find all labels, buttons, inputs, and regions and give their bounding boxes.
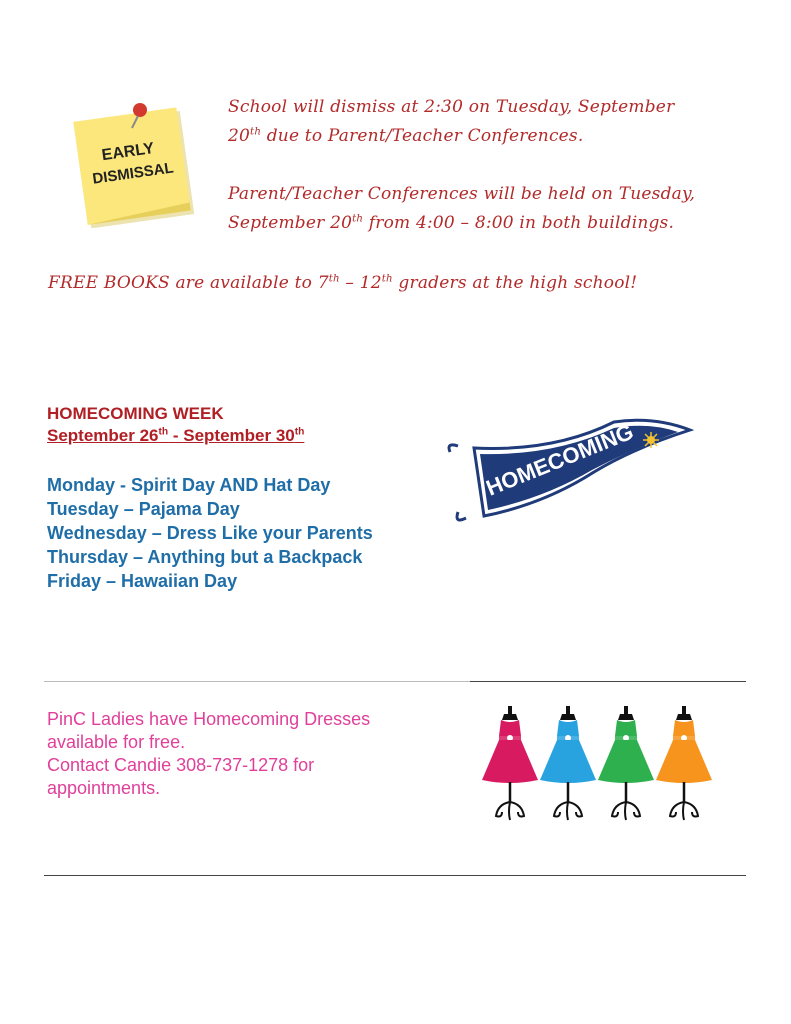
dress-form-icon [598,706,654,820]
ordinal: th [352,213,364,225]
day-item: Tuesday – Pajama Day [47,499,240,519]
dismissal-line [228,122,748,151]
date-start: September 26 [47,426,159,445]
homecoming-section [47,403,447,593]
divider [44,681,470,682]
conference-line: Parent/Teacher Conferences will be held on Tuesday, [228,184,696,204]
sun-icon [643,432,659,448]
divider [470,681,746,682]
pinc-line: Contact Candie 308-737-1278 for [47,755,315,775]
dismissal-line: School will dismiss at 2:30 on Tuesday, September [228,97,675,117]
pennant-text: HOMECOMING [482,418,637,501]
homecoming-title: HOMECOMING WEEK [47,404,224,423]
ordinal: th [158,426,169,438]
dress-form-icon [482,706,538,820]
day-item: Monday - Spirit Day AND Hat Day [47,475,331,495]
early-dismissal-note [68,98,198,228]
dismissal-paragraph-1 [228,93,748,151]
pinc-line: available for free. [47,732,186,752]
free-books-text: FREE BOOKS are available to 7 [48,273,329,293]
day-item: Wednesday – Dress Like your Parents [47,523,373,543]
pennant-icon [444,412,694,532]
sticky-note-icon [68,98,198,228]
note-line1: EARLY [100,139,156,165]
free-books-text: graders at the high school! [392,273,638,293]
ordinal: th [381,273,393,285]
date-number: 20 [228,126,251,146]
homecoming-pennant [444,412,694,532]
conference-line [228,209,768,238]
day-item: Friday – Hawaiian Day [47,571,238,591]
day-item: Thursday – Anything but a Backpack [47,547,363,567]
divider [44,875,746,876]
homecoming-dates [47,425,447,447]
ordinal: th [250,126,262,138]
dress-forms-icon [478,706,718,830]
dismissal-paragraph-2 [228,180,768,238]
dress-form-icon [656,706,712,820]
dresses-illustration [478,706,718,830]
pinc-section [47,708,467,800]
pinc-line: appointments. [47,778,161,798]
dismissal-text: due to Parent/Teacher Conferences. [261,126,584,146]
conference-text: from 4:00 – 8:00 in both buildings. [363,213,675,233]
ordinal: th [328,273,340,285]
pinc-line: PinC Ladies have Homecoming Dresses [47,709,371,729]
free-books-line [48,269,768,298]
note-line2: DISMISSAL [91,159,175,188]
free-books-text: – 12 [339,273,382,293]
ordinal: th [294,426,305,438]
conference-date: September 20 [228,213,353,233]
dress-form-icon [540,706,596,820]
date-end: - September 30 [168,426,295,445]
